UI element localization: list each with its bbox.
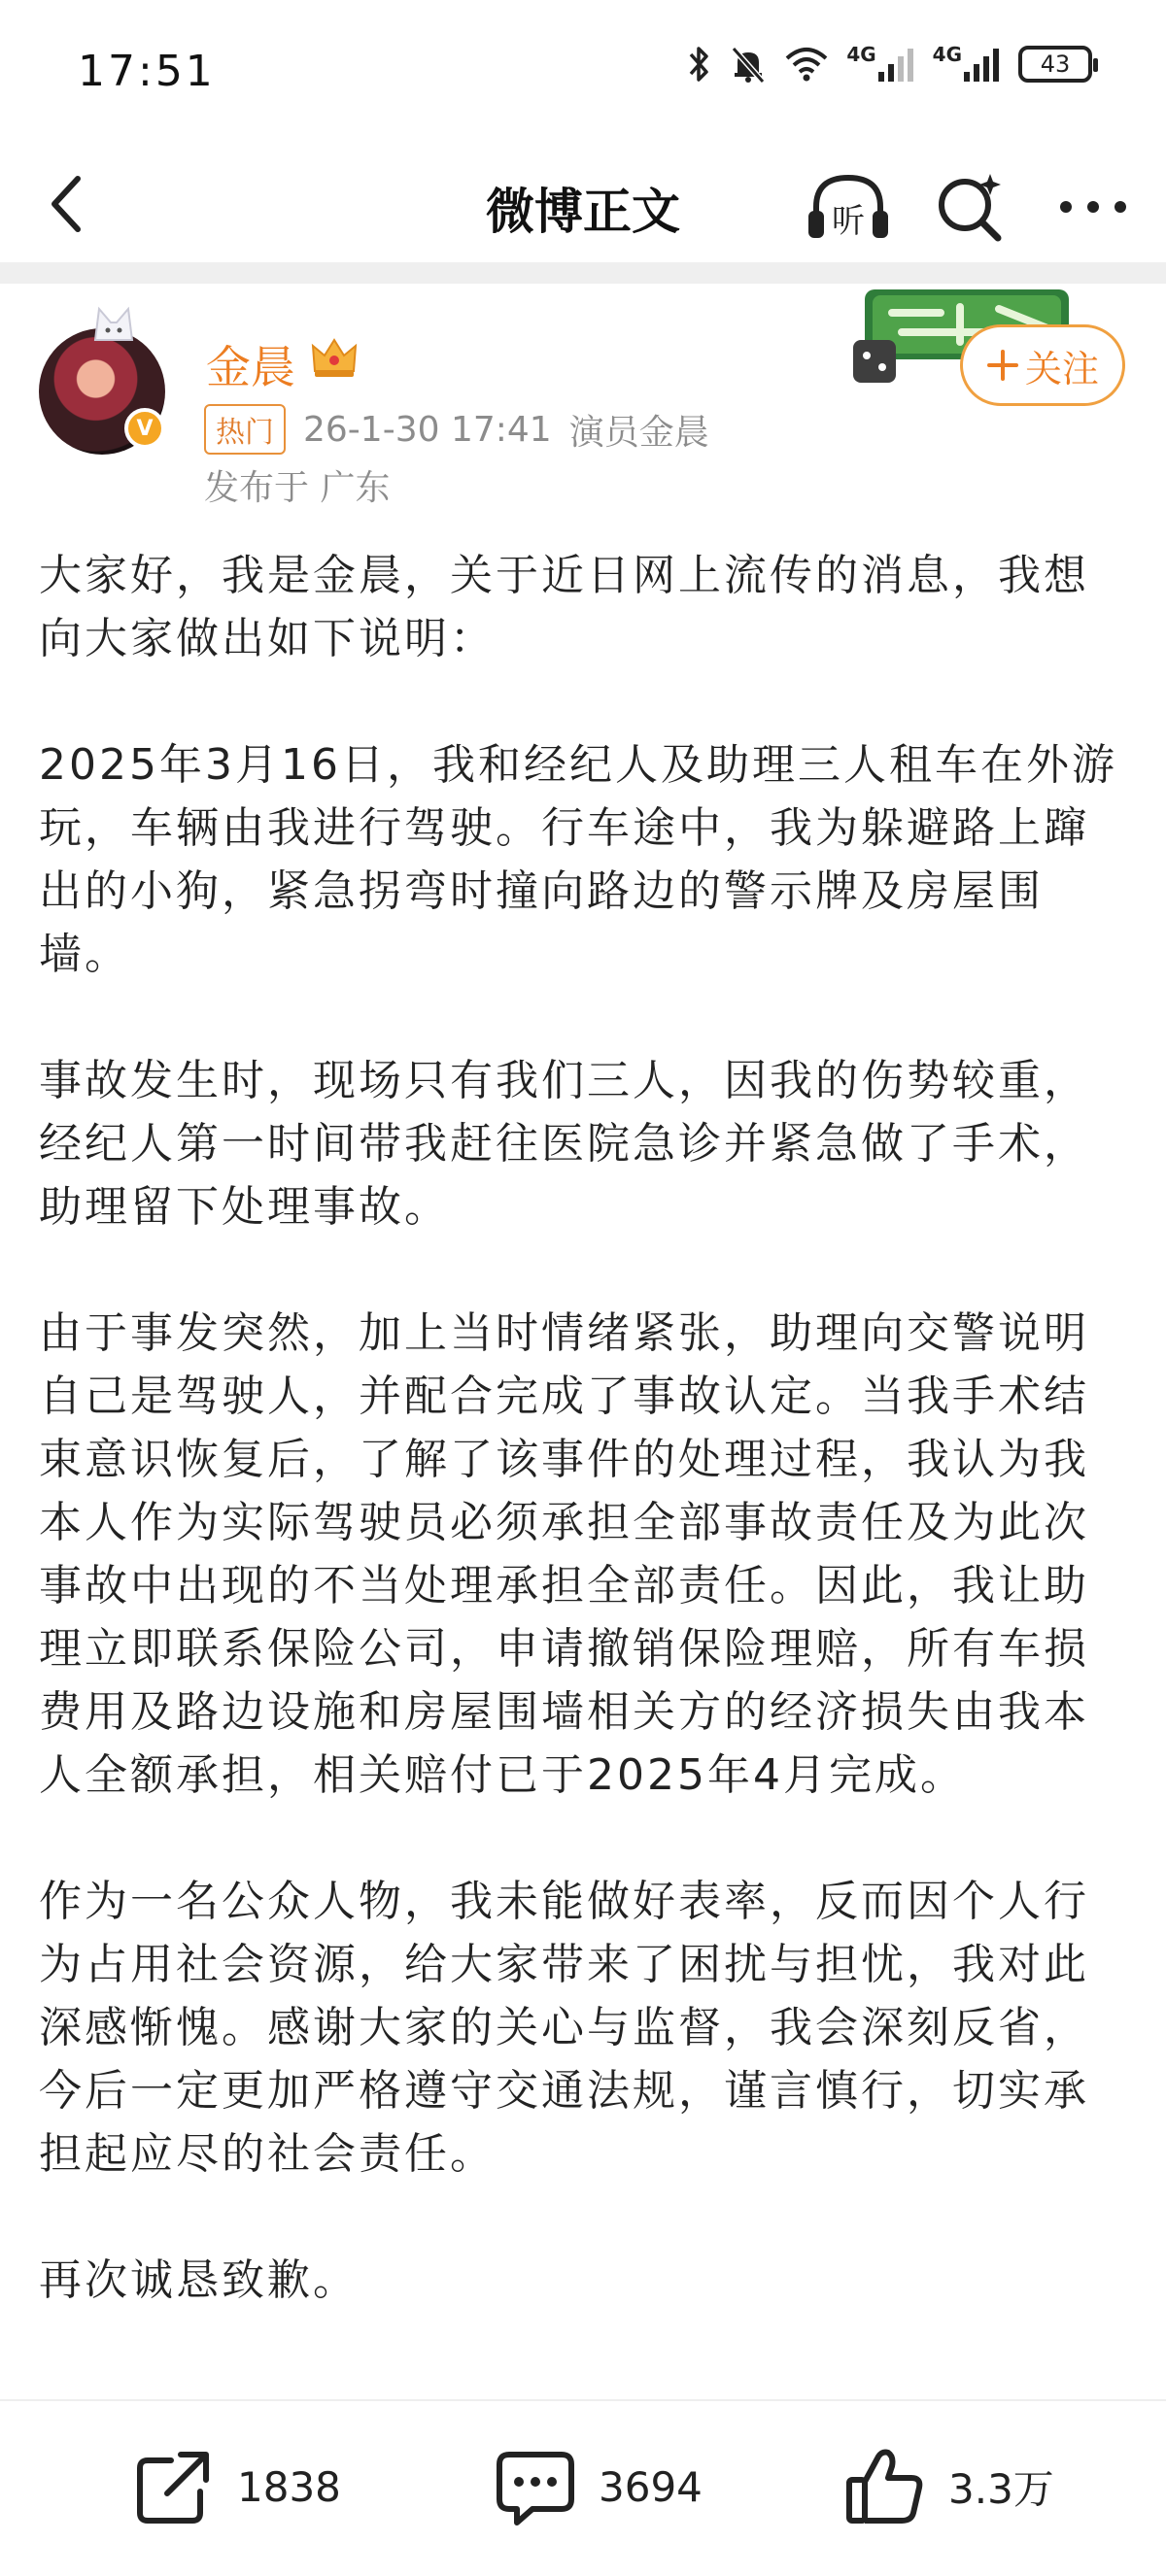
signal-4g-icon <box>933 45 1001 84</box>
listen-button[interactable] <box>805 163 892 251</box>
post-paragraph: 再次诚恳致歉。 <box>39 2255 359 2305</box>
author-name[interactable]: 金晨 <box>206 341 295 393</box>
post-timestamp: 26-1-30 17:41 <box>303 409 552 450</box>
headphones-icon <box>805 168 892 246</box>
network-type-label: 4G <box>846 43 876 66</box>
plus-icon <box>986 349 1019 382</box>
wifi-icon <box>784 45 829 84</box>
action-bar <box>0 2428 1166 2545</box>
follow-label: 关注 <box>1024 347 1099 390</box>
comment-count: 3694 <box>599 2462 703 2511</box>
post-paragraph: 2025年3月16日，我和经纪人及助理三人租车在外游玩，车辆由我进行驾驶。行车途中，我为躲避路上蹿出的小狗，紧急拐弯时撞向路边的警示牌及房屋围墙。 <box>39 740 1117 979</box>
verified-badge-icon: V <box>124 408 165 449</box>
battery-icon <box>1018 46 1092 83</box>
follow-button[interactable] <box>960 324 1125 406</box>
bluetooth-icon <box>687 45 712 84</box>
post-location: 发布于 广东 <box>204 468 391 508</box>
repost-count: 1838 <box>237 2462 341 2511</box>
post-paragraph: 由于事发突然，加上当时情绪紧张，助理向交警说明自己是驾驶人，并配合完成了事故认定。当我手术结束意识恢复后，了解了该事件的处理过程，我认为我本人作为实际驾驶员必须承担全部事故责任及为此次事故中出现的不当处理承担全部责任。因此，我让助理立即联系保险公司，申请撤销保险理赔，所有车损费用及路边设施和房屋围墙相关方的经济损失由我本人全额承担，相关赔付已于2025年4月完成。 <box>39 1308 1089 1800</box>
like-button[interactable] <box>843 2428 1054 2545</box>
cat-ears-decoration-icon <box>89 303 138 342</box>
more-dots-icon <box>1054 192 1132 221</box>
hot-tag: 热门 <box>204 404 286 455</box>
network-type-label: 4G <box>932 43 962 66</box>
search-sparkle-icon <box>932 168 1010 246</box>
signal-4g-icon <box>846 45 914 84</box>
thumbs-up-icon <box>843 2445 927 2528</box>
mute-bell-icon <box>730 45 767 84</box>
status-bar <box>0 0 1166 146</box>
repost-button[interactable] <box>132 2428 341 2545</box>
section-divider <box>0 262 1166 284</box>
more-button[interactable] <box>1049 163 1137 251</box>
page-title: 微博正文 <box>486 184 680 240</box>
like-count: 3.3万 <box>948 2465 1054 2513</box>
crown-icon <box>309 334 360 381</box>
status-time: 17:51 <box>78 47 216 96</box>
top-nav-bar <box>0 146 1166 262</box>
nav-actions <box>805 163 1137 251</box>
battery-level: 43 <box>1040 51 1071 78</box>
post-paragraph: 作为一名公众人物，我未能做好表率，反而因个人行为占用社会资源，给大家带来了困扰与担忧，我对此深感惭愧。感谢大家的关心与监督，我会深刻反省，今后一定更加严格遵守交通法规，谨言慎行，切实承担起应尽的社会责任。 <box>39 1877 1089 2179</box>
share-icon <box>132 2445 216 2528</box>
post-paragraph: 大家好，我是金晨，关于近日网上流传的消息，我想向大家做出如下说明： <box>39 551 1089 663</box>
post-meta <box>204 404 709 455</box>
post-paragraph: 事故发生时，现场只有我们三人，因我的伤势较重，经纪人第一时间带我赶往医院急诊并紧急做了手术，助理留下处理事故。 <box>39 1056 1089 1232</box>
status-icons <box>687 45 1092 84</box>
comment-button[interactable] <box>494 2428 703 2545</box>
listen-label: 听 <box>832 202 865 241</box>
post-source: 演员金晨 <box>568 412 709 453</box>
search-button[interactable] <box>927 163 1014 251</box>
action-bar-divider <box>0 2399 1166 2401</box>
comment-icon <box>494 2445 577 2528</box>
post-content <box>39 544 1129 2312</box>
